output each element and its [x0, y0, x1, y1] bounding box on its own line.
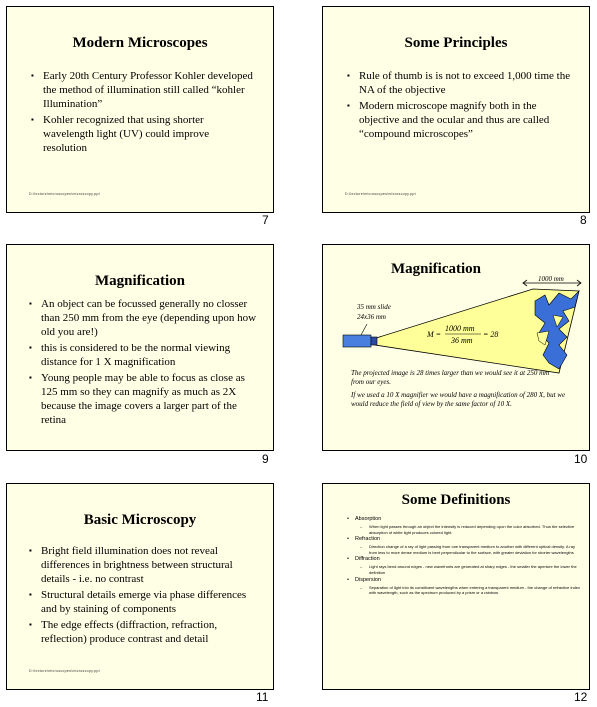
definition-item	[345, 577, 583, 596]
definition-text: – Direction change of a ray of light passing from one transparent medium to another with different optical density. A ray from less to more dense medium is bent perpendicular to the surface, with greater deviation for shorter wavelengths	[355, 544, 583, 555]
page-number: 9	[262, 452, 269, 466]
bullet-item: ▪ Kohler recognized that using shorter wavelength light (UV) could improve resolution	[31, 113, 253, 155]
bullet-item: ▪ Rule of thumb is is not to exceed 1,000 time the NA of the objective	[347, 69, 577, 97]
bullet-item: ▪ Bright field illumination does not reveal differences in brightness between structural details - i.e. no contrast	[29, 544, 261, 586]
definition-item	[345, 556, 583, 575]
definition-text: – Light rays bend around edges - new wavefronts are generated at sharp edges - the smaller the aperture the lower the definition	[355, 564, 583, 575]
bullet-list	[29, 544, 261, 648]
slide-9	[6, 244, 274, 451]
slide-8	[322, 6, 590, 213]
definition-term: Refraction	[355, 536, 381, 543]
bullet-list	[29, 297, 261, 429]
page-number: 7	[262, 213, 269, 227]
bullet-item: ▪ The edge effects (diffraction, refraction, reflection) produce contrast and detail	[29, 618, 261, 646]
slide-label-1: 35 mm slide	[357, 303, 391, 311]
caption-1: The projected image is 28 times larger than we would see it at 250 mm from our eyes.	[351, 369, 550, 386]
bullet-item: ▪ Structural details emerge via phase differences and by staining of components	[29, 588, 261, 616]
formula-rhs: = 28	[483, 330, 499, 339]
definition-item	[345, 536, 583, 555]
page-number: 8	[580, 213, 587, 227]
definition-item	[345, 516, 583, 535]
slide-11	[6, 483, 274, 690]
slide-pointer	[361, 324, 367, 335]
slide-title: Some Principles	[404, 35, 508, 51]
slide-title: Basic Microscopy	[83, 512, 197, 528]
distance-label: 1000 mm	[538, 275, 564, 283]
projector-lens	[371, 337, 377, 345]
bullet-item: ▪ An object can be focussed generally no closser than 250 mm from the eye (depending upon how old you are!)	[29, 297, 261, 339]
slide-footer: D:\lecture\microscopes\microscopy.ppt	[345, 192, 416, 196]
slide-12	[322, 483, 590, 690]
caption-2: If we used a 10 X magnifier we would have a magnification of 280 X, but we would reduce the field of view by the same factor of 10 X.	[351, 391, 566, 408]
formula-lhs: M =	[427, 330, 442, 339]
definition-text: – When light passes through an object the intensity is reduced depending upon the color absorbed. Thus the selective absorption of white light produces colored light.	[355, 524, 583, 535]
projector-body	[343, 335, 371, 347]
slide-7	[6, 6, 274, 213]
slide-footer: D:\lecture\microscopes\microscopy.ppt	[29, 669, 100, 673]
definition-term: Absorption	[355, 516, 382, 522]
definition-text: – Separation of light into its constituent wavelengths when entering a transparent medium - the change of refractive index with wavelength, such as the spectrum produced by a prism or a rainbow	[355, 585, 583, 596]
definition-term: Dispersion	[355, 576, 381, 583]
formula-denominator: 36 mm	[451, 336, 473, 345]
slide-title: Modern Microscopes	[72, 35, 208, 51]
bullet-item: ▪ this is considered to be the normal viewing distance for 1 X magnification	[29, 341, 261, 369]
page-number: 11	[256, 690, 269, 704]
slide-title: Some Definitions	[401, 492, 511, 508]
page-number: 10	[574, 452, 588, 466]
formula-numerator: 1000 mm	[445, 324, 475, 333]
bullet-item: ▪ Early 20th Century Professor Kohler developed the method of illumination still called “kohler Illumination”	[31, 69, 253, 111]
slide-label-2: 24x36 mm	[357, 313, 386, 321]
definitions-list	[345, 516, 583, 597]
slide-footer: D:\lecture\microscopes\microscopy.ppt	[29, 192, 100, 196]
bullet-item: ▪ Young people may be able to focus as close as 125 mm so they can magnify as much as 2X because the image covers a larger part of the retina	[29, 371, 261, 427]
slide-10	[322, 244, 590, 451]
bullet-list	[347, 69, 577, 143]
slide-title: Magnification	[95, 273, 185, 289]
bullet-item: ▪ Modern microscope magnify both in the objective and the ocular and thus are called “compound microscopes”	[347, 99, 577, 141]
slide-title: Magnification	[391, 261, 481, 277]
page-number: 12	[574, 690, 588, 704]
definition-term: Diffraction	[355, 556, 380, 563]
bullet-list	[31, 69, 253, 157]
